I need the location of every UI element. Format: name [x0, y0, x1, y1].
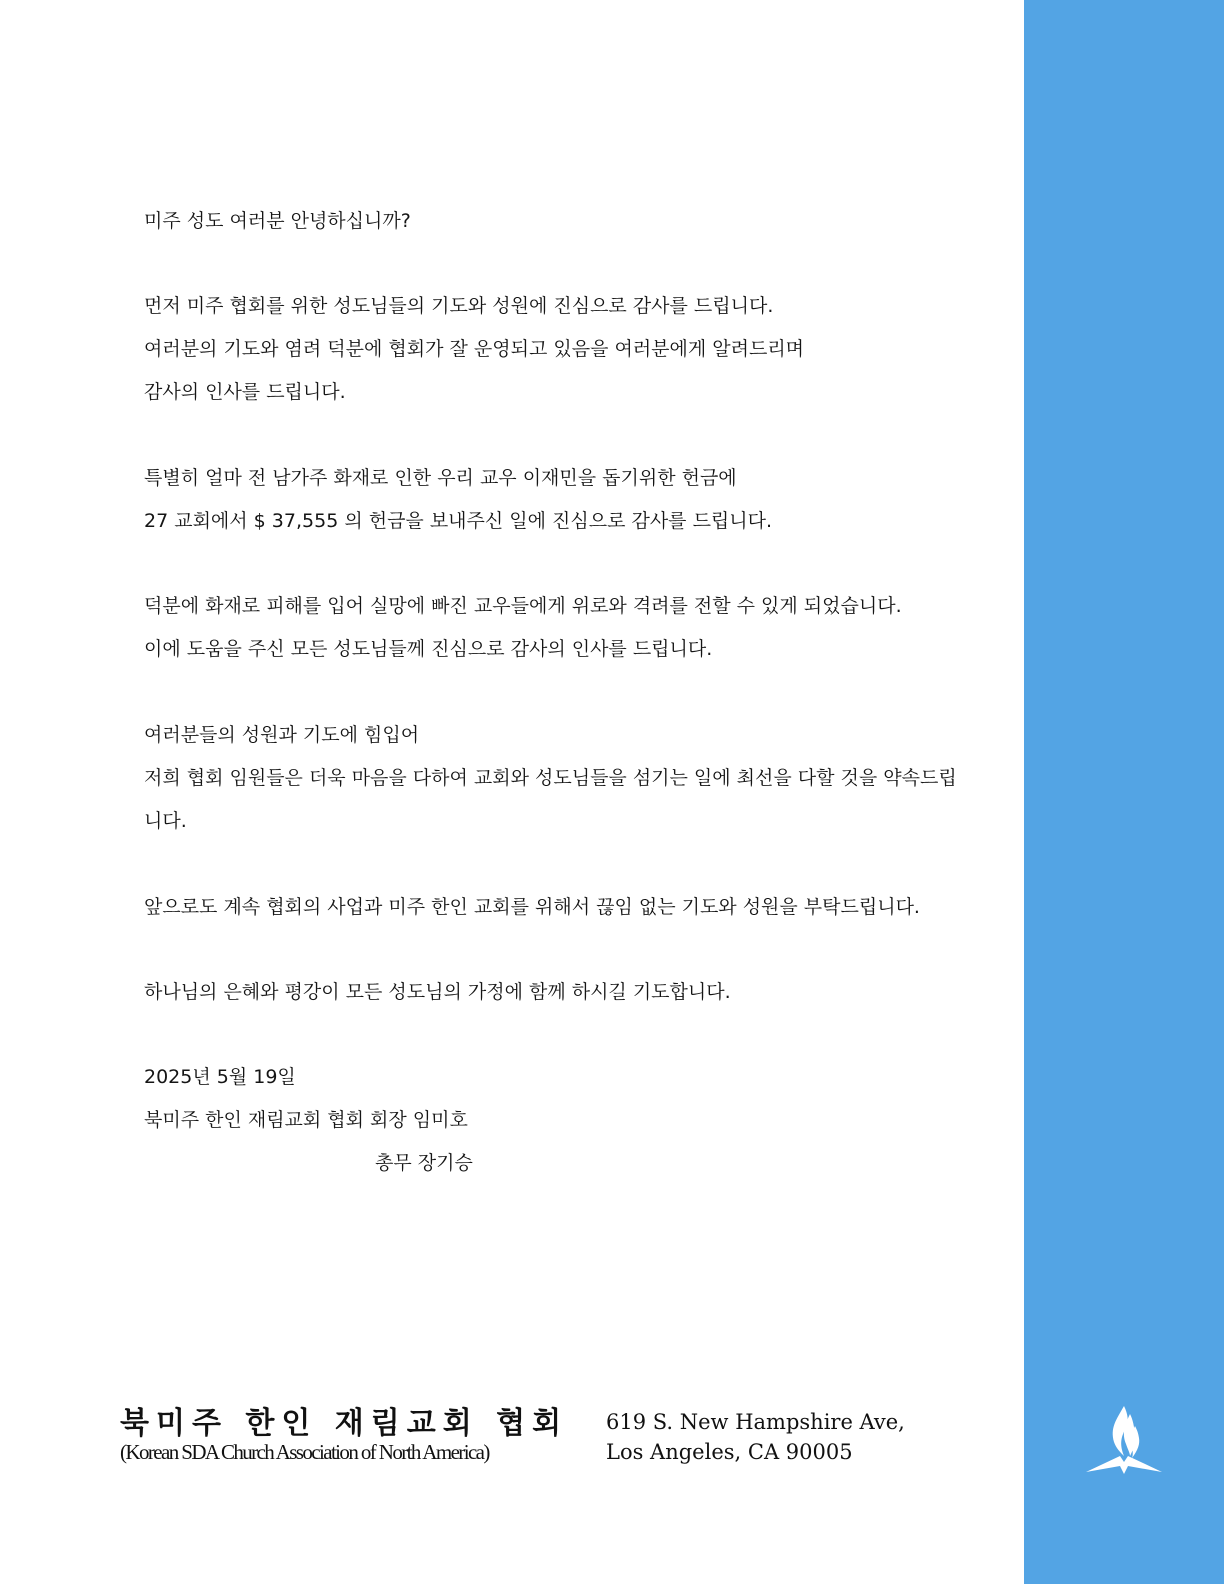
letter-paragraph-2-line-2: 27 교회에서 $ 37,555 의 헌금을 보내주신 일에 진심으로 감사를 드립니다.: [144, 510, 773, 532]
letter-paragraph-5: 앞으로도 계속 협회의 사업과 미주 한인 교회를 위해서 끊임 없는 기도와 성원을 부탁드립니다.: [144, 896, 920, 918]
letter-paragraph-2-line-1: 특별히 얼마 전 남가주 화재로 인한 우리 교우 이재민을 돕기위한 헌금에: [144, 467, 737, 489]
letter-paragraph-4-line-2: 저희 협회 임원들은 더욱 마음을 다하여 교회와 성도님들을 섬기는 일에 최선을 다할 것을 약속드립: [144, 767, 957, 789]
side-color-band: [1024, 0, 1224, 1584]
footer-address-line-2: Los Angeles, CA 90005: [606, 1440, 853, 1464]
signature-secretary: 총무 장기승: [375, 1152, 473, 1174]
letter-date: 2025년 5월 19일: [144, 1066, 296, 1088]
letter-paragraph-3-line-1: 덕분에 화재로 피해를 입어 실망에 빠진 교우들에게 위로와 격려를 전할 수 있게 되었습니다.: [144, 595, 902, 617]
letter-paragraph-6: 하나님의 은혜와 평강이 모든 성도님의 가정에 함께 하시길 기도합니다.: [144, 981, 731, 1003]
letter-paragraph-1-line-2: 여러분의 기도와 염려 덕분에 협회가 잘 운영되고 있음을 여러분에게 알려드리며: [144, 338, 805, 360]
letter-paragraph-3-line-2: 이에 도움을 주신 모든 성도님들께 진심으로 감사의 인사를 드립니다.: [144, 638, 713, 660]
letter-paragraph-4-line-3: 니다.: [144, 810, 187, 832]
footer-organization-name-english: (Korean SDA Church Association of North America): [120, 1440, 489, 1464]
letter-greeting: 미주 성도 여러분 안녕하십니까?: [144, 210, 411, 232]
letter-paragraph-1-line-1: 먼저 미주 협회를 위한 성도님들의 기도와 성원에 진심으로 감사를 드립니다.: [144, 295, 774, 317]
letter-paragraph-4-line-1: 여러분들의 성원과 기도에 힘입어: [144, 724, 420, 746]
signature-president: 북미주 한인 재림교회 협회 회장 임미호: [144, 1109, 468, 1131]
footer-address-line-1: 619 S. New Hampshire Ave,: [606, 1410, 905, 1434]
sda-flame-bible-logo-icon: [1080, 1400, 1168, 1480]
letter-paragraph-1-line-3: 감사의 인사를 드립니다.: [144, 381, 346, 403]
footer-organization-name-korean: 북미주 한인 재림교회 협회: [120, 1406, 569, 1441]
